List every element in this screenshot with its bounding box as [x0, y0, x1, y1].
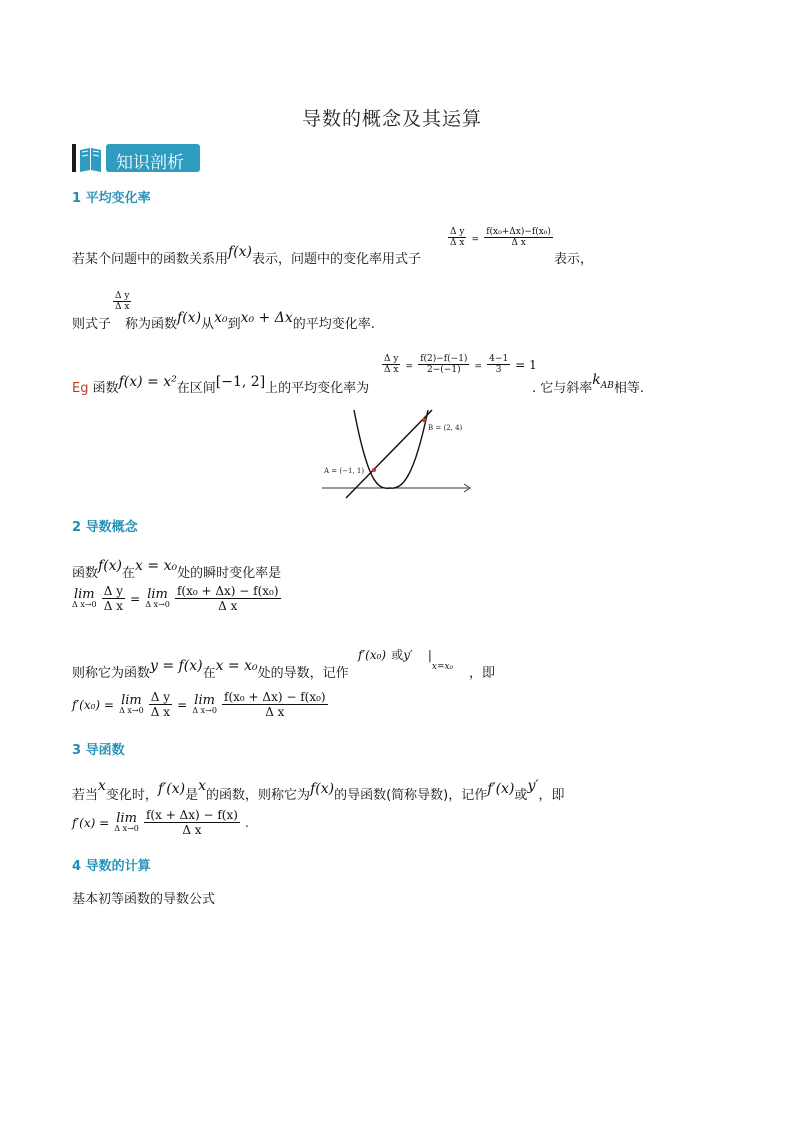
section-heading-4: 4 导数的计算 — [72, 859, 151, 874]
derivative-function-formula: f′(x) = lim Δ x→0 $\frac{f(x + \Delta x) - f(x)}{\text{Δ x}}$ . — [72, 808, 249, 837]
s3-paragraph-1: 若当x变化时，f′(x)是x的函数，则称它为f(x)的导函数(简称导数)，记作f′(x)或y′，即 — [72, 778, 565, 803]
section-heading-1: 1 平均变化率 — [72, 191, 151, 206]
derivative-notation: f′(x₀) 或y′ $|_{x=x_0}$ — [358, 648, 454, 672]
derivative-formula: f′(x₀) = lim Δ x→0 $\frac{\text{Δ y}}{\text{Δ x}}$ = lim Δ x→0 $\frac{\text{f(x₀ + Δx) − f(x₀)}}{\text{Δ x}}$ — [72, 690, 326, 719]
instant-rate-formula: lim Δ x→0 $\frac{\text{Δ y}}{\text{Δ x}}$ = lim Δ x→0 $\frac{\text{f(x₀ + Δx) − f(x₀)}}{\text{Δ x}}$ — [72, 584, 279, 613]
point-b — [422, 418, 426, 422]
s1-paragraph-2: 则式子 称为函数f(x)从x₀到x₀ + Δx的平均变化率. — [72, 310, 375, 332]
example-line-end: . 它与斜率$k^{AB}$相等. — [532, 372, 645, 396]
s2-paragraph-1: 函数f(x)在x = x₀处的瞬时变化率是 — [72, 558, 282, 581]
example-line: Eg 函数f(x) = x²在区间[−1, 2]上的平均变化率为 — [72, 374, 370, 396]
s4-paragraph-1: 基本初等函数的导数公式 — [72, 892, 216, 907]
banner-label: 知识剖析 — [116, 153, 184, 173]
label-a: A = (−1, 1) — [324, 467, 365, 475]
s1-paragraph-1: 若某个问题中的函数关系用f(x)表示，问题中的变化率用式子 — [72, 244, 422, 267]
parabola-curve — [354, 410, 428, 488]
book-icon — [80, 148, 101, 172]
section-heading-3: 3 导函数 — [72, 743, 125, 758]
page-title: 导数的概念及其运算 — [302, 108, 483, 130]
secant-line — [346, 410, 432, 498]
example-label: Eg — [72, 381, 89, 396]
s2-paragraph-2: 则称它为函数y = f(x)在x = x₀处的导数，记作 — [72, 658, 349, 681]
dy-dx-fraction: $\frac{\text{Δ y}}{\text{Δ x}}$ — [115, 291, 130, 312]
section-heading-2: 2 导数概念 — [72, 520, 138, 535]
avg-rate-formula: $\frac{\text{Δ y}}{\text{Δ x}}$ = $\frac{\text{f(x₀+Δx)−f(x₀)}}{\text{Δ x}}$ — [450, 227, 551, 248]
label-b: B = (2, 4) — [428, 424, 463, 432]
parabola-graph — [318, 408, 476, 500]
s1-paragraph-1-end: 表示， — [554, 252, 594, 267]
s2-paragraph-2-end: ，即 — [469, 666, 496, 681]
example-formula: $\frac{\text{Δ y}}{\text{Δ x}}$ = $\frac{f(2)-f(-1)}{2-(-1)}$ = $\frac{4-1}{3}$ = 1 — [384, 354, 537, 375]
point-a — [372, 468, 376, 472]
